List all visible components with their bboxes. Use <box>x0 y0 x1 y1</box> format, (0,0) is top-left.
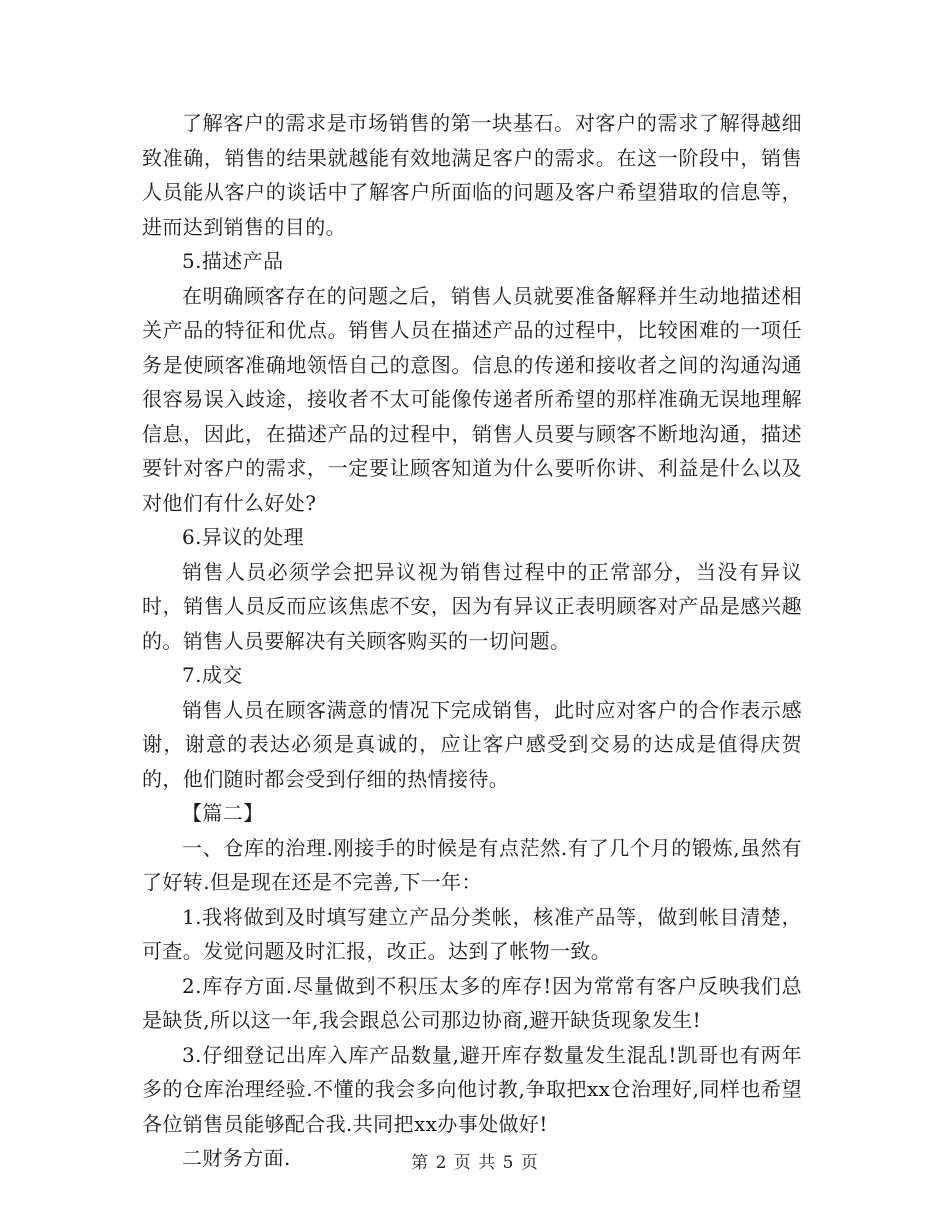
paragraph-item-3: 3.仔细登记出库入库产品数量,避开库存数量发生混乱!凯哥也有两年多的仓库治理经验.不懂的我会多向他讨教,争取把xx仓治理好,同样也希望各位销售员能够配合我.共同把xx办事处做好! <box>142 1042 802 1136</box>
section-heading-describe-product: 5.描述产品 <box>182 249 284 273</box>
paragraph-customer-needs: 了解客户的需求是市场销售的第一块基石。对客户的需求了解得越细致准确，销售的结果就越能有效地满足客户的需求。在这一阶段中，销售人员能从客户的谈话中了解客户所面临的问题及客户希望猎取的信息等，进而达到销售的目的。 <box>142 111 802 239</box>
paragraph-describe-product: 在明确顾客存在的问题之后，销售人员就要准备解释并生动地描述相关产品的特征和优点。销售人员在描述产品的过程中，比较困难的一项任务是使顾客准确地领悟自己的意图。信息的传递和接收者之间的沟通沟通很容易误入歧途，接收者不太可能像传递者所希望的那样准确无误地理解信息，因此，在描述产品的过程中，销售人员要与顾客不断地沟通，描述要针对客户的需求，一定要让顾客知道为什么要听你讲、利益是什么以及对他们有什么好处? <box>142 283 802 515</box>
paragraph-closing: 销售人员在顾客满意的情况下完成销售，此时应对客户的合作表示感谢，谢意的表达必须是真诚的，应让客户感受到交易的达成是值得庆贺的，他们随时都会受到仔细的热情接待。 <box>142 697 802 791</box>
document-body <box>142 106 802 1176</box>
section-heading-finance: 二财务方面. <box>182 1146 291 1170</box>
page-number-footer: 第 2 页 共 5 页 <box>411 1153 539 1173</box>
section-heading-objection-handling: 6.异议的处理 <box>182 525 304 549</box>
paragraph-item-1: 1.我将做到及时填写建立产品分类帐，核准产品等，做到帐目清楚，可查。发觉问题及时汇报，改正。达到了帐物一致。 <box>142 904 802 963</box>
paragraph-item-2: 2.库存方面.尽量做到不积压太多的库存!因为常常有客户反映我们总是缺货,所以这一年,我会跟总公司那边协商,避开缺货现象发生! <box>142 973 802 1032</box>
paragraph-warehouse-management: 一、仓库的治理.刚接手的时候是有点茫然.有了几个月的锻炼,虽然有了好转.但是现在还是不完善,下一年： <box>142 835 802 894</box>
paragraph-objection-handling: 销售人员必须学会把异议视为销售过程中的正常部分，当没有异议时，销售人员反而应该焦虑不安，因为有异议正表明顾客对产品是感兴趣的。销售人员要解决有关顾客购买的一切问题。 <box>142 559 802 653</box>
section-heading-closing: 7.成交 <box>182 663 243 687</box>
section-heading-part-two: 【篇二】 <box>182 801 264 825</box>
